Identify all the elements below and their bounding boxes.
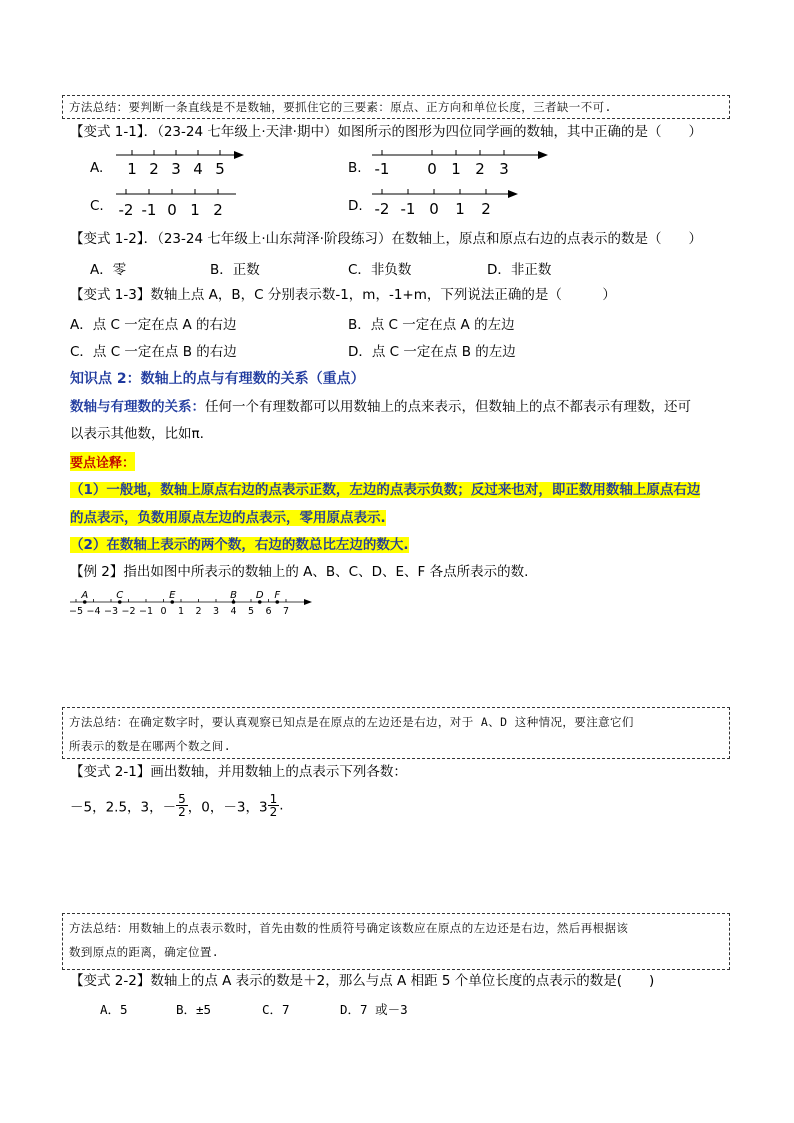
v12-option-d: D．非正数 xyxy=(487,262,552,278)
line-b-tick-label-0: -1 xyxy=(374,160,390,178)
key-points-label: 要点诠释： xyxy=(70,452,135,471)
ex2-tick-label-9: 4 xyxy=(230,606,237,617)
line-b-tick-label-1: 0 xyxy=(427,160,437,178)
line-a-tick-label-4: 5 xyxy=(215,160,225,178)
ex2-tick-label-12: 7 xyxy=(282,606,290,617)
number-line-b xyxy=(368,144,553,180)
option-a-label: A. xyxy=(90,160,104,176)
line-d-tick-label-3: 1 xyxy=(455,200,465,218)
line-d-tick-label-1: -1 xyxy=(400,200,416,218)
highlight-2: （2）在数轴上表示的两个数，右边的数总比左边的数大. xyxy=(70,537,409,553)
ex2-tick-label-11: 6 xyxy=(265,606,272,617)
ex2-tick-label-6: 1 xyxy=(177,606,185,617)
line-b-tick-label-3: 2 xyxy=(475,160,485,178)
highlight-1 xyxy=(70,478,700,502)
v12-option-a: A．零 xyxy=(90,262,127,278)
line-c-tick-label-1: -1 xyxy=(141,201,157,219)
v22-option-d: D．7 或－3 xyxy=(340,1002,408,1017)
line-c-tick-label-0: -2 xyxy=(118,201,134,219)
ex2-point-label-A: A xyxy=(81,590,89,601)
method-summary-3b: 数到原点的距离，确定位置. xyxy=(69,945,220,959)
variant-2-1-stem: 【变式 2-1】画出数轴，并用数轴上的点表示下列各数： xyxy=(70,764,407,780)
ex2-tick-label-3: −2 xyxy=(121,606,136,617)
ex2-point-label-E: E xyxy=(169,590,176,601)
fraction-5-2: $\frac{5}{2}$ xyxy=(178,792,186,819)
option-d-label: D. xyxy=(348,198,363,214)
ex2-tick-label-4: −1 xyxy=(138,606,154,617)
line-a-tick-label-0: 1 xyxy=(127,160,137,178)
ex2-tick-label-8: 3 xyxy=(212,606,220,617)
v13-option-a: A．点 C 一定在点 A 的右边 xyxy=(70,317,237,333)
highlight-1b-wrap xyxy=(70,506,386,530)
variant-1-3-stem: 【变式 1-3】数轴上点 A，B，C 分别表示数-1，m，-1+m，下列说法正确的是（ ） xyxy=(70,287,616,303)
variant-1-2-stem: 【变式 1-2】．（23-24 七年级上·山东菏泽·阶段练习）在数轴上，原点和原点右边的点表示的数是（ ） xyxy=(70,231,702,247)
ex2-tick-label-1: −4 xyxy=(86,606,101,617)
option-b-label: B. xyxy=(348,160,362,176)
ex2-point-label-B: B xyxy=(230,590,237,601)
relation-text-2: 以表示其他数，比如π. xyxy=(70,426,204,442)
method-summary-2a: 方法总结：在确定数字时，要认真观察已知点是在原点的左边还是右边，对于 A、D 这种情况，要注意它们 xyxy=(69,715,634,729)
line-a-tick-label-2: 3 xyxy=(171,160,181,178)
variant-2-1-numbers: －5，2.5，3，－ $\frac{5}{2}$ ，0，－3，3 $\frac{1}{2}$ . xyxy=(70,792,284,819)
method-summary-box-2 xyxy=(62,707,730,759)
ex2-tick-label-2: −3 xyxy=(103,606,119,617)
example-2-stem: 【例 2】指出如图中所表示的数轴上的 A、B、C、D、E、F 各点所表示的数. xyxy=(70,564,529,580)
line-d-tick-label-4: 2 xyxy=(481,200,491,218)
ex2-point-label-F: F xyxy=(274,590,281,601)
fraction-1-2: $\frac{1}{2}$ xyxy=(269,792,278,819)
line-c-tick-label-4: 2 xyxy=(213,201,223,219)
v12-option-b: B．正数 xyxy=(210,262,260,278)
variant-1-1-stem: 【变式 1-1】．（23-24 七年级上·天津·期中）如图所示的图形为四位同学画的数轴，其中正确的是（ ） xyxy=(70,124,702,140)
v13-option-d: D．点 C 一定在点 B 的左边 xyxy=(348,344,516,360)
v22-option-c: C．7 xyxy=(262,1002,290,1017)
line-c-tick-label-2: 0 xyxy=(167,201,177,219)
example-2-number-line xyxy=(66,584,326,618)
v22-option-a: A．5 xyxy=(100,1002,128,1017)
number-line-d xyxy=(368,184,523,220)
v12-option-c: C．非负数 xyxy=(348,262,412,278)
number-line-c xyxy=(112,185,242,221)
line-d-tick-label-2: 0 xyxy=(429,200,439,218)
variant-2-2-stem: 【变式 2-2】数轴上的点 A 表示的数是＋2，那么与点 A 相距 5 个单位长度的点表示的数是( ) xyxy=(70,973,655,989)
ex2-tick-label-0: −5 xyxy=(68,606,84,617)
relation-line-1 xyxy=(70,398,691,416)
v13-option-b: B．点 C 一定在点 A 的左边 xyxy=(348,317,515,333)
method-summary-1: 方法总结：要判断一条直线是不是数轴，要抓住它的三要素：原点、正方向和单位长度，三者缺一不可. xyxy=(69,100,612,114)
relation-text-1: 任何一个有理数都可以用数轴上的点来表示，但数轴上的点不都表示有理数，还可 xyxy=(205,399,691,415)
line-b-tick-label-2: 1 xyxy=(451,160,461,178)
ex2-tick-label-5: 0 xyxy=(160,606,167,617)
method-summary-box-1 xyxy=(62,95,730,119)
method-summary-3a: 方法总结：用数轴上的点表示数时，首先由数的性质符号确定该数应在原点的左边还是右边，然后再根据该 xyxy=(69,921,629,935)
v22-option-b: B．±5 xyxy=(176,1002,212,1017)
v13-option-c: C．点 C 一定在点 B 的右边 xyxy=(70,344,237,360)
line-c-tick-label-3: 1 xyxy=(190,201,200,219)
ex2-tick-label-10: 5 xyxy=(247,606,255,617)
highlight-1a: （1）一般地，数轴上原点右边的点表示正数，左边的点表示负数；反过来也对，即正数用数轴上原点右边 xyxy=(70,482,701,498)
ex2-point-label-C: C xyxy=(116,590,124,601)
highlight-1b: 的点表示，负数用原点左边的点表示，零用原点表示. xyxy=(70,510,386,526)
method-summary-2b: 所表示的数是在哪两个数之间. xyxy=(69,739,232,753)
ex2-tick-label-7: 2 xyxy=(195,606,202,617)
line-d-tick-label-0: -2 xyxy=(374,200,390,218)
knowledge-point-2-title: 知识点 2：数轴上的点与有理数的关系（重点） xyxy=(70,371,365,387)
line-b-tick-label-4: 3 xyxy=(499,160,509,178)
line-a-tick-label-1: 2 xyxy=(149,160,159,178)
method-summary-box-3 xyxy=(62,913,730,970)
line-a-tick-label-3: 4 xyxy=(193,160,203,178)
option-c-label: C. xyxy=(90,198,104,214)
highlight-2-wrap xyxy=(70,533,409,557)
number-line-a xyxy=(112,144,247,180)
relation-label: 数轴与有理数的关系： xyxy=(70,399,205,415)
ex2-point-label-D: D xyxy=(255,590,264,601)
